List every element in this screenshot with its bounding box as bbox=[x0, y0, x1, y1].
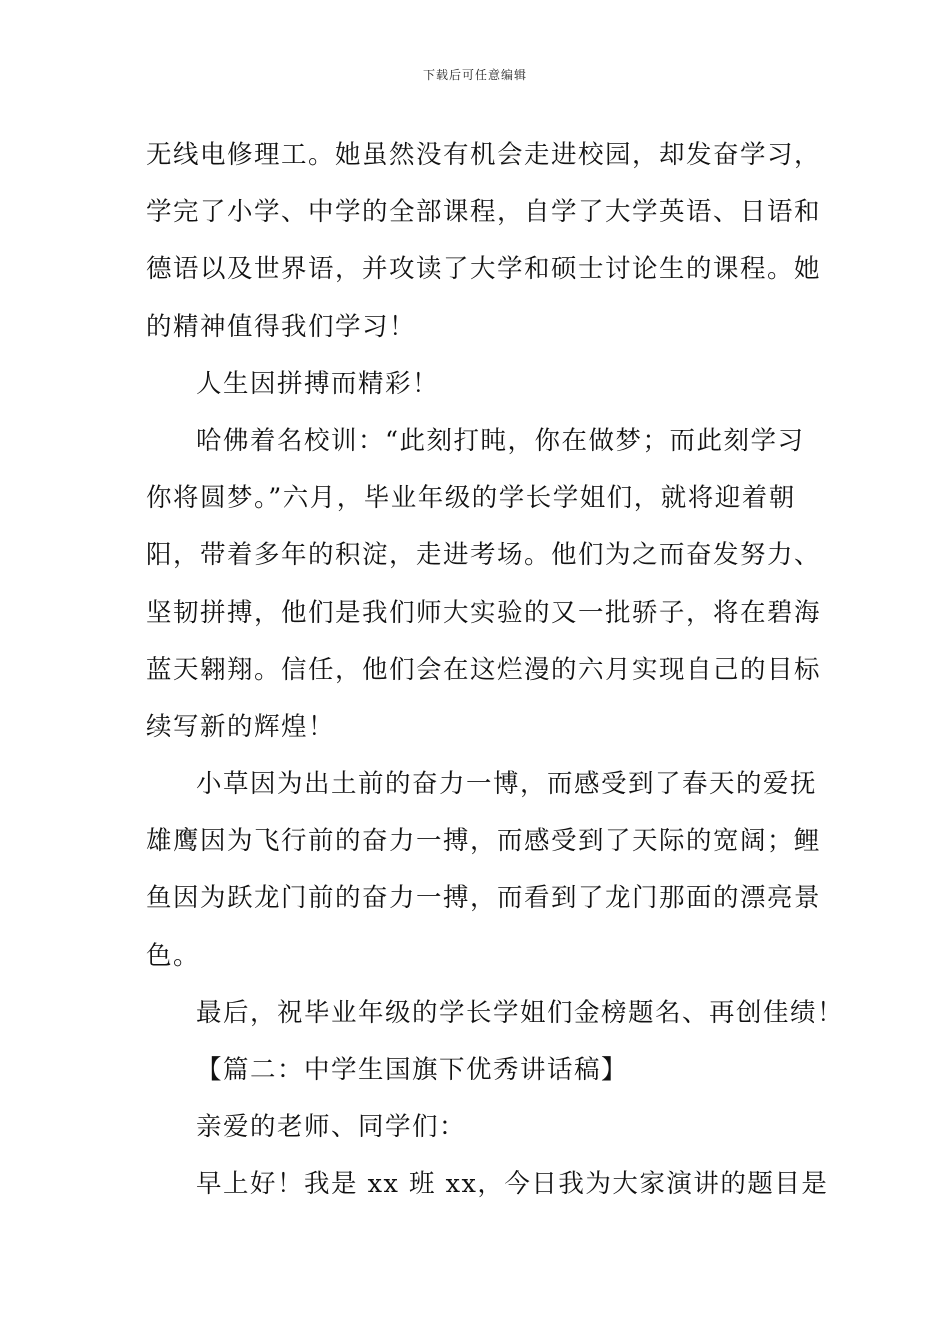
text-line: 你将圆梦。”六月，毕业年级的学长学姐们，就将迎着朝 bbox=[146, 483, 796, 514]
text-line: 早上好！我是 xx 班 xx，今日我为大家演讲的题目是 bbox=[196, 1169, 829, 1200]
text-line: 雄鹰因为飞行前的奋力一搏，而感受到了天际的宽阔；鲤 bbox=[146, 826, 822, 857]
text-line: 最后，祝毕业年级的学长学姐们金榜题名、再创佳绩！ bbox=[196, 997, 845, 1028]
text-line: 哈佛着名校训：“此刻打盹，你在做梦；而此刻学习 bbox=[196, 425, 805, 456]
section-heading: 【篇二：中学生国旗下优秀讲话稿】 bbox=[196, 1055, 629, 1085]
salutation: 亲爱的老师、同学们： bbox=[196, 1112, 467, 1143]
text-line: 阳，带着多年的积淀，走进考场。他们为之而奋发努力、 bbox=[146, 540, 822, 571]
text-line: 人生因拼搏而精彩！ bbox=[196, 368, 440, 399]
text-line: 蓝天翱翔。信任，他们会在这烂漫的六月实现自己的目标 bbox=[146, 654, 822, 685]
page-header: 下载后可任意编辑 bbox=[422, 68, 527, 82]
text-line: 学完了小学、中学的全部课程，自学了大学英语、日语和 bbox=[146, 197, 822, 228]
text-line: 德语以及世界语，并攻读了大学和硕士讨论生的课程。她 bbox=[146, 254, 822, 285]
text-line: 的精神值得我们学习！ bbox=[146, 311, 417, 342]
text-line: 坚韧拼搏，他们是我们师大实验的又一批骄子，将在碧海 bbox=[146, 597, 822, 628]
document-body bbox=[146, 127, 845, 1214]
text-line: 色。 bbox=[146, 940, 201, 971]
text-line: 小草因为出土前的奋力一博，而感受到了春天的爱抚 bbox=[196, 769, 818, 800]
text-line: 鱼因为跃龙门前的奋力一搏，而看到了龙门那面的漂亮景 bbox=[146, 883, 822, 914]
text-line: 续写新的辉煌！ bbox=[146, 711, 336, 742]
text-line: 无线电修理工。她虽然没有机会走进校园，却发奋学习， bbox=[146, 140, 822, 170]
